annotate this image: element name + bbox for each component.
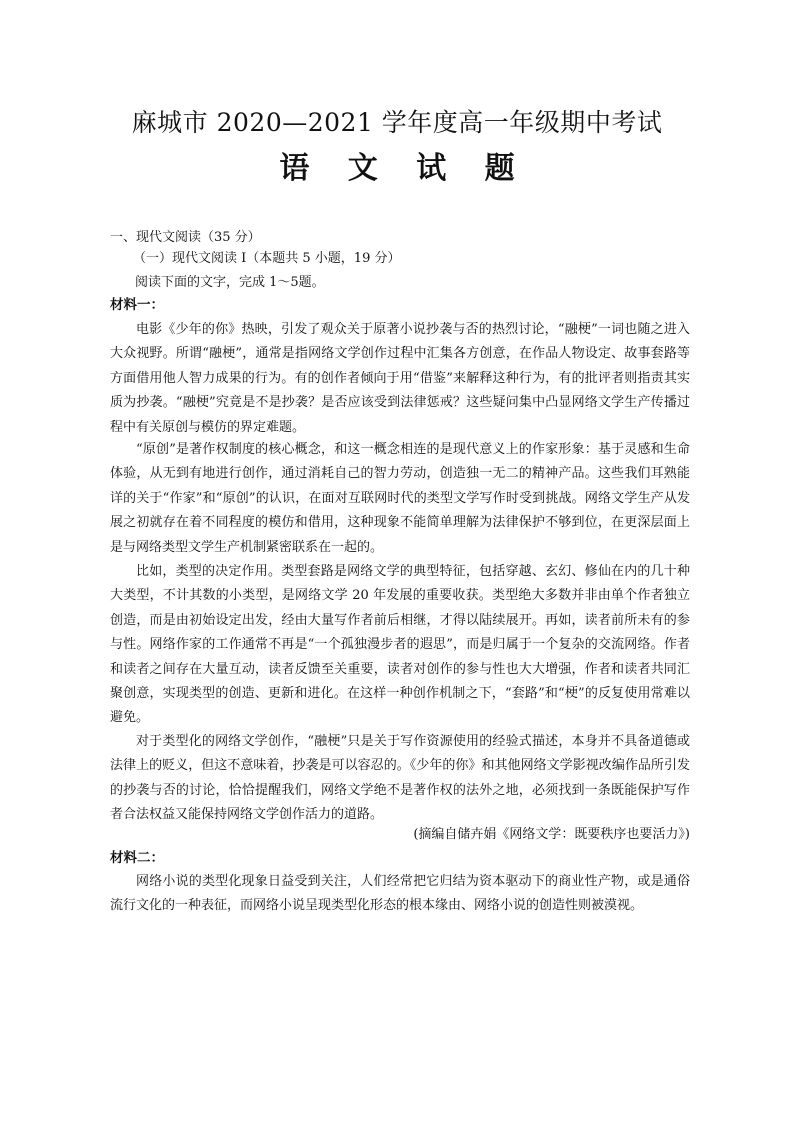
subject-title: 语 文 试 题 — [279, 151, 529, 186]
section-heading: 一、现代文阅读（35 分） — [110, 230, 261, 245]
material-one-paragraph: “原创”是著作权制度的核心概念，和这一概念相连的是现代意义上的作家形象：基于灵感和生命体验，从无到有地进行创作，通过消耗自己的智力劳动，创造独一无二的精神产品。这些我们耳熟能详的关于“作家”和“原创”的认识，在面对互联网时代的类型文学写作时受到挑战。网络文学生产从发展之初就存在着不同程度的模仿和借用，这种现象不能简单理解为法律保护不够到位，在更深层面上是与网络类型文学生产机制紧密联系在一起的。 — [110, 442, 690, 555]
material-one-paragraph: 比如，类型的决定作用。类型套路是网络文学的典型特征，包括穿越、玄幻、修仙在内的几十种大类型，不计其数的小类型，是网络文学 20 年发展的重要收获。类型绝大多数并非由单个作者独立创造，而是由初始设定出发，经由大量写作者前后相继，才得以陆续展开。再如，读者前所未有的参与性。网络作家的工作通常不再是“一个孤独漫步者的遐思”，而是归属于一个复杂的交流网络。作者和读者之间存在大量互动，读者反馈至关重要，读者对创作的参与性也大大增强，作者和读者共同汇聚创意，实现类型的创造、更新和进化。在这样一种创作机制之下，“套路”和“梗”的反复使用常难以避免。 — [110, 564, 690, 726]
material-two-label: 材料二： — [110, 850, 164, 866]
exam-title: 麻城市 2020—2021 学年度高一年级期中考试 — [131, 108, 663, 137]
reading-instruction: 阅读下面的文字，完成 1～5题。 — [135, 275, 325, 290]
material-two-paragraph: 网络小说的类型化现象日益受到关注，人们经常把它归结为资本驱动下的商业性产物，或是通俗流行文化的一种表征，而网络小说呈现类型化形态的根本缘由、网络小说的创造性则被漠视。 — [110, 874, 690, 914]
subsection-heading: （一）现代文阅读 I（本题共 5 小题，19 分） — [133, 251, 401, 266]
material-one-paragraph: 对于类型化的网络文学创作，“融梗”只是关于写作资源使用的经验式描述，本身并不具备道德或法律上的贬义，但这不意味着，抄袭是可以容忍的。《少年的你》和其他网络文学影视改编作品所引发的抄袭与否的讨论，恰恰提醒我们，网络文学绝不是著作权的法外之地，必须找到一条既能保护写作者合法权益又能保持网络文学创作活力的道路。 — [110, 734, 690, 823]
material-one-paragraph: 电影《少年的你》热映，引发了观众关于原著小说抄袭与否的热烈讨论，“融梗”一词也随之进入大众视野。所谓“融梗”，通常是指网络文学创作过程中汇集各方创意，在作品人物设定、故事套路等方面借用他人智力成果的行为。有的创作者倾向于用“借鉴”来解释这种行为，有的批评者则指责其实质为抄袭。“融梗”究竟是不是抄袭？是否应该受到法律惩戒？这些疑问集中凸显网络文学生产传播过程中有关原创与模仿的界定难题。 — [110, 322, 690, 435]
material-one-source: (摘编自储卉娟《网络文学：既要秩序也要活力》) — [413, 827, 690, 842]
material-one-label: 材料一： — [110, 297, 164, 313]
